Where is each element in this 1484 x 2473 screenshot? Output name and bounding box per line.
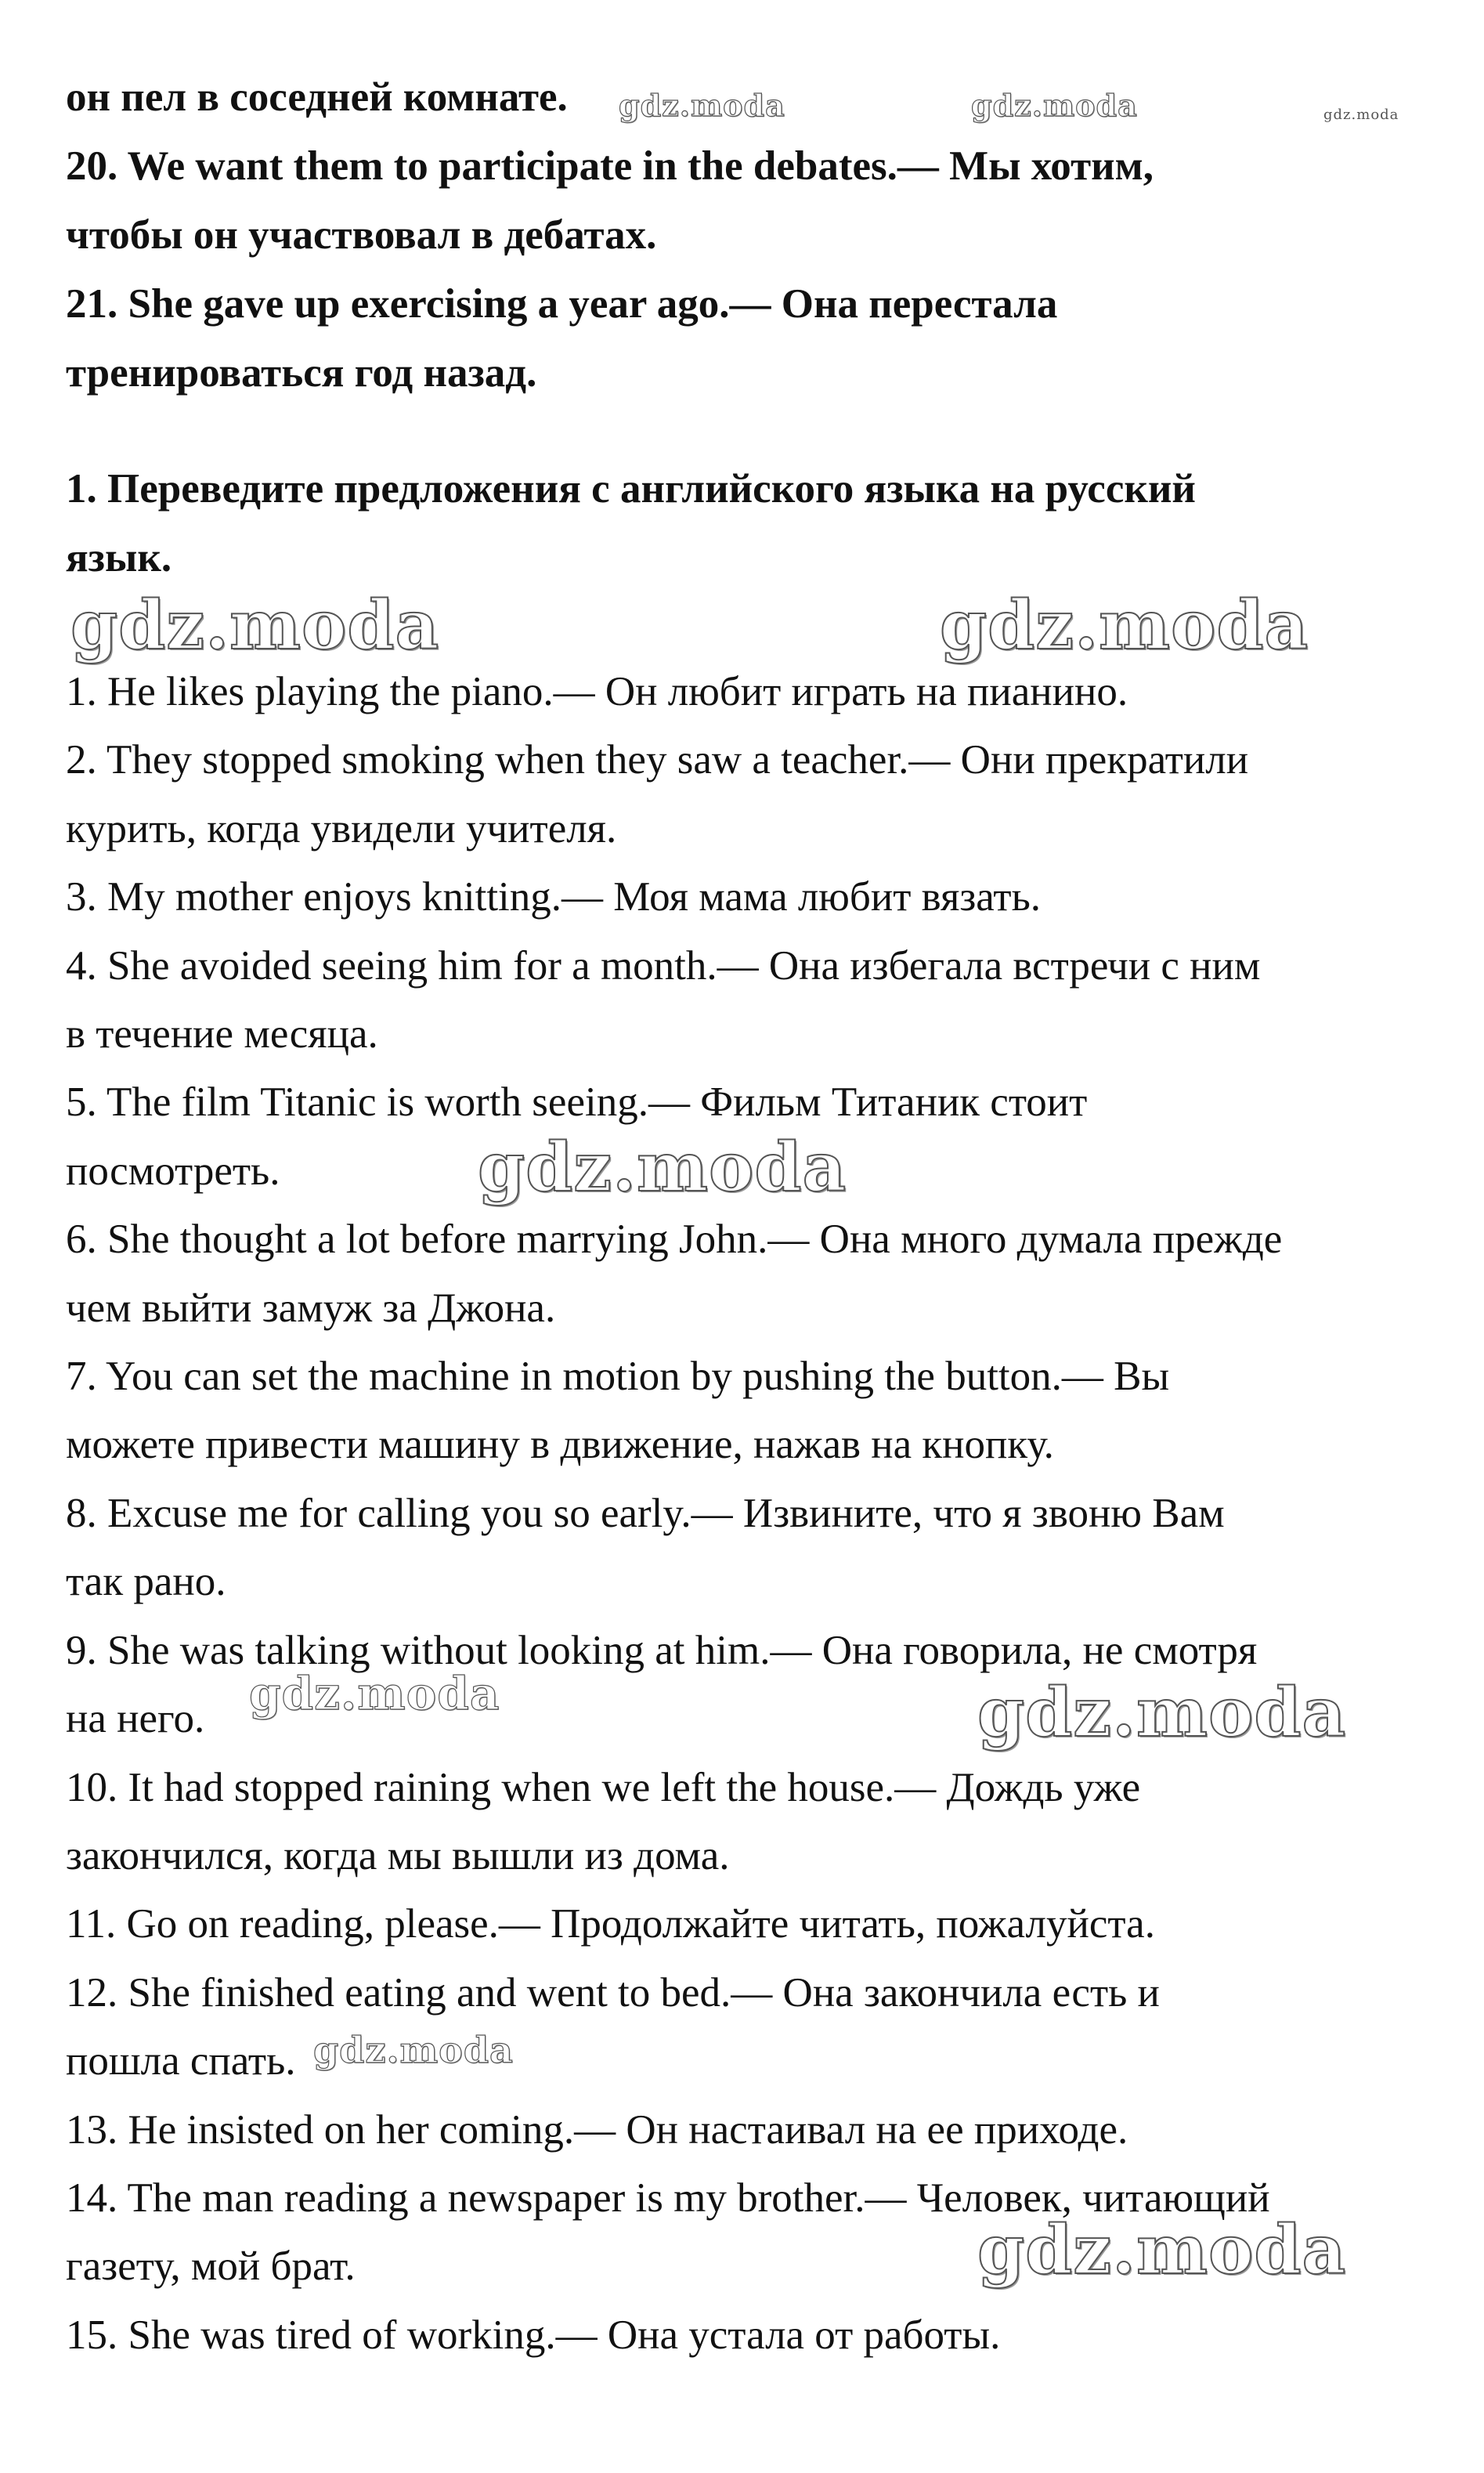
list-line: можете привести машину в движение, нажав на кнопку. <box>66 1422 1054 1468</box>
list-line: газету, мой брат. <box>66 2243 356 2290</box>
watermark: gdz.moda <box>249 1667 500 1720</box>
list-line: 2. They stopped smoking when they saw a teacher.— Они прекратили <box>66 737 1249 783</box>
watermark: gdz.moda <box>313 2029 514 2071</box>
list-line: в течение месяца. <box>66 1011 378 1058</box>
list-line: 7. You can set the machine in motion by pushing the button.— Вы <box>66 1354 1170 1400</box>
text-line: он пел в соседней комнате. <box>66 74 568 120</box>
list-line: пошла спать. <box>66 2038 296 2084</box>
watermark: gdz.moda <box>70 586 440 665</box>
list-line: 15. She was tired of working.— Она устала от работы. <box>66 2312 1001 2358</box>
text-line: 21. She gave up exercising a year ago.— Она перестала <box>66 281 1058 327</box>
list-line: 8. Excuse me for calling you so early.— Извините, что я звоню Вам <box>66 1490 1225 1536</box>
list-line: 10. It had stopped raining when we left the house.— Дождь уже <box>66 1764 1141 1810</box>
watermark: gdz.moda <box>619 88 785 123</box>
text-line: 20. We want them to participate in the debates.— Мы хотим, <box>66 143 1154 189</box>
heading-line: язык. <box>66 535 172 580</box>
list-line: 4. She avoided seeing him for a month.— Она избегала встречи с ним <box>66 942 1261 989</box>
list-line: курить, когда увидели учителя. <box>66 805 617 851</box>
list-line: закончился, когда мы вышли из дома. <box>66 1832 730 1878</box>
watermark: gdz.moda <box>977 1673 1347 1752</box>
watermark: gdz.moda <box>478 1128 847 1207</box>
list-line: 13. He insisted on her coming.— Он настаивал на ее приходе. <box>66 2106 1128 2153</box>
list-line: чем выйти замуж за Джона. <box>66 1285 556 1331</box>
watermark: gdz.moda <box>971 88 1138 123</box>
watermark: gdz.moda <box>977 2211 1347 2290</box>
list-line: 6. She thought a lot before marrying John.— Она много думала прежде <box>66 1217 1283 1263</box>
list-line: 5. The film Titanic is worth seeing.— Фильм Титаник стоит <box>66 1079 1088 1126</box>
watermark: gdz.moda <box>940 586 1309 665</box>
list-line: 11. Go on reading, please.— Продолжайте читать, пожалуйста. <box>66 1901 1155 1947</box>
exercise-heading <box>66 454 1413 592</box>
translation-list <box>66 658 1428 2370</box>
list-line: посмотреть. <box>66 1148 280 1194</box>
watermark: gdz.moda <box>1323 107 1399 123</box>
text-line: чтобы он участвовал в дебатах. <box>66 212 657 258</box>
list-line: 3. My mother enjoys knitting.— Моя мама любит вязать. <box>66 874 1042 920</box>
list-line: 12. She finished eating and went to bed.— Она закончила есть и <box>66 1969 1160 2016</box>
list-line: 1. He likes playing the piano.— Он любит играть на пианино. <box>66 669 1128 714</box>
list-line: на него. <box>66 1696 205 1742</box>
list-line: так рано. <box>66 1559 226 1605</box>
heading-line: 1. Переведите предложения с английского языка на русский <box>66 466 1196 512</box>
list-line: 14. The man reading a newspaper is my brother.— Человек, читающий <box>66 2175 1270 2221</box>
list-line: 9. She was talking without looking at him.— Она говорила, не смотря <box>66 1627 1258 1673</box>
text-line: тренироваться год назад. <box>66 350 537 396</box>
